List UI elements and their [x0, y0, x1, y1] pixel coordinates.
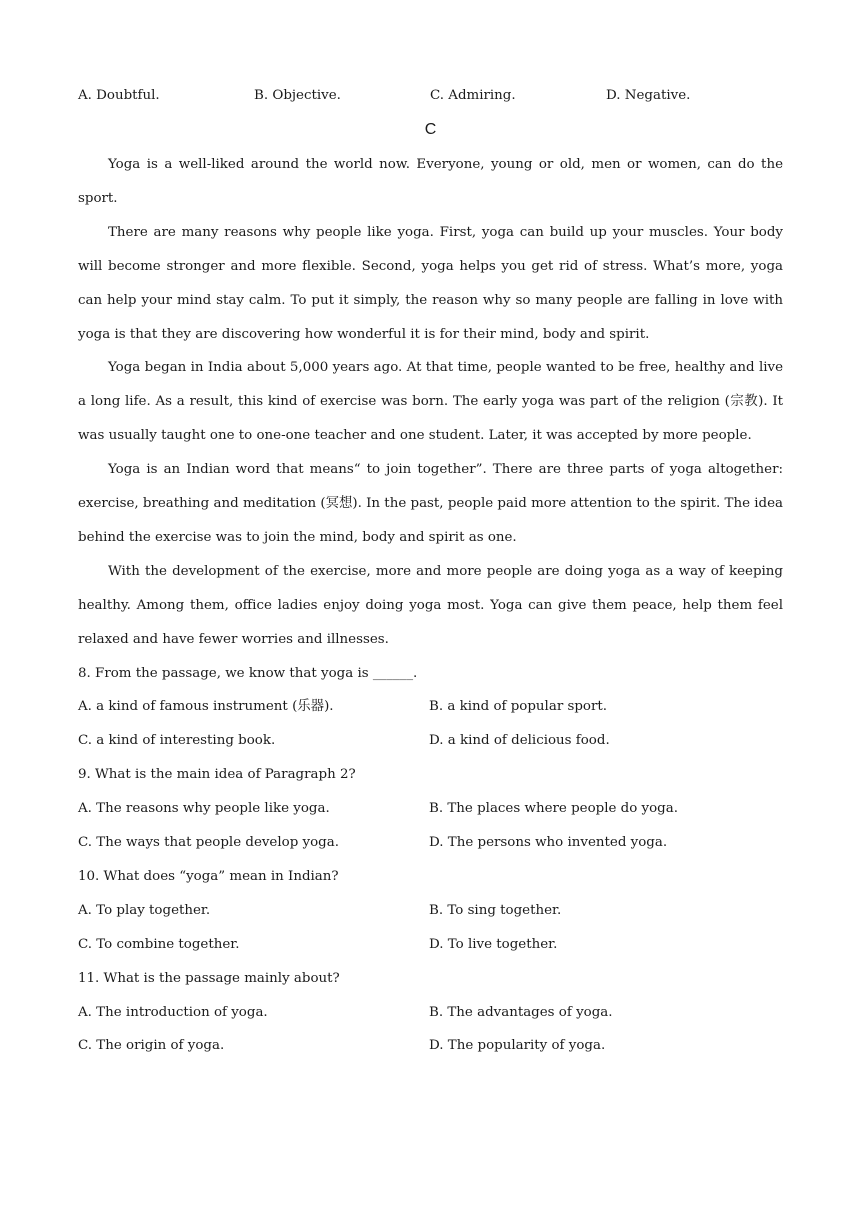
option-c: C. The ways that people develop yoga.	[78, 835, 339, 851]
question-stem: 11. What is the passage mainly about?	[78, 970, 340, 986]
passage-paragraph: Yoga began in India about 5,000 years ago. At that time, people wanted to be free, healthy and live a long life. As a result, this kind of exercise was born. The early yoga was part of the religion (宗教). It was usually taught one to one-one teacher and one student. Later, it was accepted by more people.	[78, 360, 783, 444]
option-c: C. a kind of interesting book.	[78, 733, 276, 749]
option-d: D. The persons who invented yoga.	[429, 835, 668, 851]
option-b: B. The advantages of yoga.	[429, 1004, 613, 1020]
option-row	[78, 928, 783, 962]
option-d: D. The popularity of yoga.	[429, 1038, 606, 1054]
passage-paragraph: With the development of the exercise, more and more people are doing yoga as a way of keeping healthy. Among them, office ladies enjoy doing yoga most. Yoga can give them peace, help them feel relaxed and have fewer worries and illnesses.	[78, 563, 783, 647]
passage-paragraph: Yoga is an Indian word that means“ to join together”. There are three parts of yoga altogether: exercise, breathing and meditation (冥想). In the past, people paid more attention to the spirit. The idea behind the exercise was to join the mind, body and spirit as one.	[78, 462, 784, 545]
option-row	[78, 724, 783, 758]
option-b: B. Objective.	[254, 88, 341, 103]
question-8	[78, 657, 783, 759]
section-title: C	[424, 121, 437, 138]
question-stem: 8. From the passage, we know that yoga is ______.	[78, 665, 418, 681]
option-d: D. To live together.	[429, 936, 558, 952]
option-c: C. The origin of yoga.	[78, 1038, 225, 1054]
option-row	[78, 894, 783, 928]
reading-passage	[78, 148, 783, 657]
option-c: C. To combine together.	[78, 936, 240, 952]
option-a: A. a kind of famous instrument (乐器).	[78, 699, 334, 715]
option-b: B. The places where people do yoga.	[429, 801, 678, 817]
option-d: D. a kind of delicious food.	[429, 733, 610, 749]
passage-paragraph: Yoga is a well-liked around the world now. Everyone, young or old, men or women, can do the sport.	[78, 157, 783, 206]
option-d: D. Negative.	[606, 88, 691, 103]
option-c: C. Admiring.	[430, 88, 516, 103]
option-row	[78, 826, 783, 860]
document-page	[78, 82, 783, 1063]
option-row	[78, 996, 783, 1030]
option-row	[78, 690, 783, 724]
option-a: A. Doubtful.	[78, 88, 160, 103]
option-a: A. The reasons why people like yoga.	[78, 801, 330, 817]
question-9	[78, 758, 783, 860]
passage-paragraph: There are many reasons why people like yoga. First, yoga can build up your muscles. Your body will become stronger and more flexible. Second, yoga helps you get rid of stress. What’s more, yoga can help your mind stay calm. To put it simply, the reason why so many people are falling in love with yoga is that they are discovering how wonderful it is for their mind, body and spirit.	[78, 224, 783, 342]
question-stem: 10. What does “yoga” mean in Indian?	[78, 868, 339, 884]
question-stem: 9. What is the main idea of Paragraph 2?	[78, 767, 356, 783]
option-a: A. The introduction of yoga.	[78, 1004, 268, 1020]
option-b: B. To sing together.	[429, 902, 562, 918]
option-row	[78, 792, 783, 826]
option-row	[78, 1029, 783, 1063]
option-a: A. To play together.	[78, 902, 211, 918]
previous-question-options	[78, 82, 783, 112]
question-11	[78, 962, 783, 1064]
question-10	[78, 860, 783, 962]
option-b: B. a kind of popular sport.	[429, 699, 608, 715]
